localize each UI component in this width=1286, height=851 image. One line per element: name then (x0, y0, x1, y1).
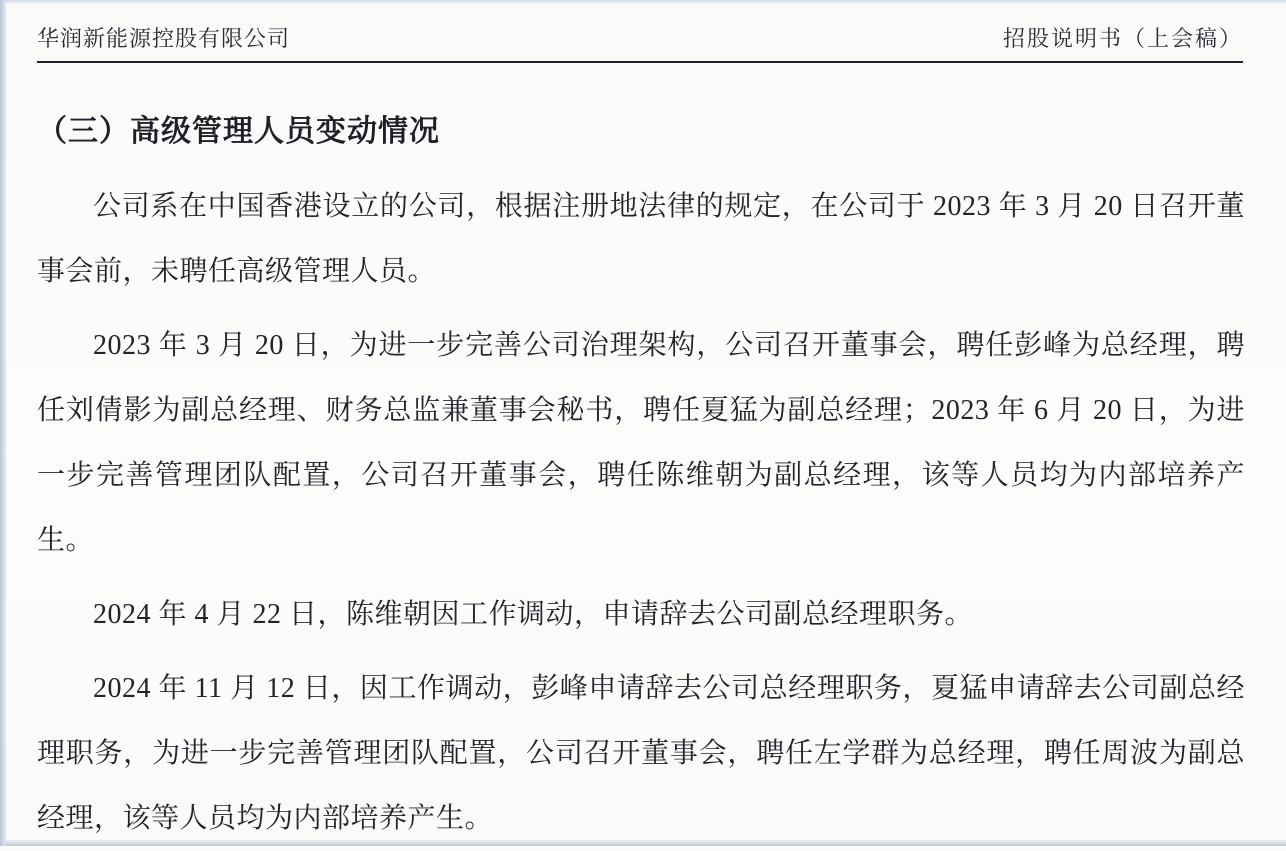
header-doc-type: 招股说明书（上会稿） (1002, 26, 1243, 51)
paragraph-2023-appointments: 2023 年 3 月 20 日，为进一步完善公司治理架构，公司召开董事会，聘任彭峰为总经理，聘任刘倩影为副总经理、财务总监兼董事会秘书，聘任夏猛为副总经理；2023 年 6 月 20 日，为进一步完善管理团队配置，公司召开董事会，聘任陈维朝为副总经理，该等人员均为内部培养产生。 (37, 330, 1245, 556)
paragraph-2024-changes: 2024 年 11 月 12 日，因工作调动，彭峰申请辞去公司总经理职务，夏猛申请辞去公司副总经理职务，为进一步完善管理团队配置，公司召开董事会，聘任左学群为总经理，聘任周波为副总经理，该等人员均为内部培养产生。 (37, 673, 1245, 834)
section-body (37, 174, 1245, 851)
section-heading: （三）高级管理人员变动情况 (37, 115, 440, 148)
paragraph-incorporation: 公司系在中国香港设立的公司，根据注册地法律的规定，在公司于 2023 年 3 月 20 日召开董事会前，未聘任高级管理人员。 (37, 191, 1245, 287)
scan-edge-top (0, 0, 1286, 4)
scan-edge-bottom (0, 839, 1286, 846)
header-divider (37, 61, 1243, 63)
paragraph-2024-resignation: 2024 年 4 月 22 日，陈维朝因工作调动，申请辞去公司副总经理职务。 (93, 599, 974, 630)
scan-edge-left (0, 0, 7, 846)
header-company-name: 华润新能源控股有限公司 (37, 26, 291, 51)
running-header (37, 22, 1245, 61)
